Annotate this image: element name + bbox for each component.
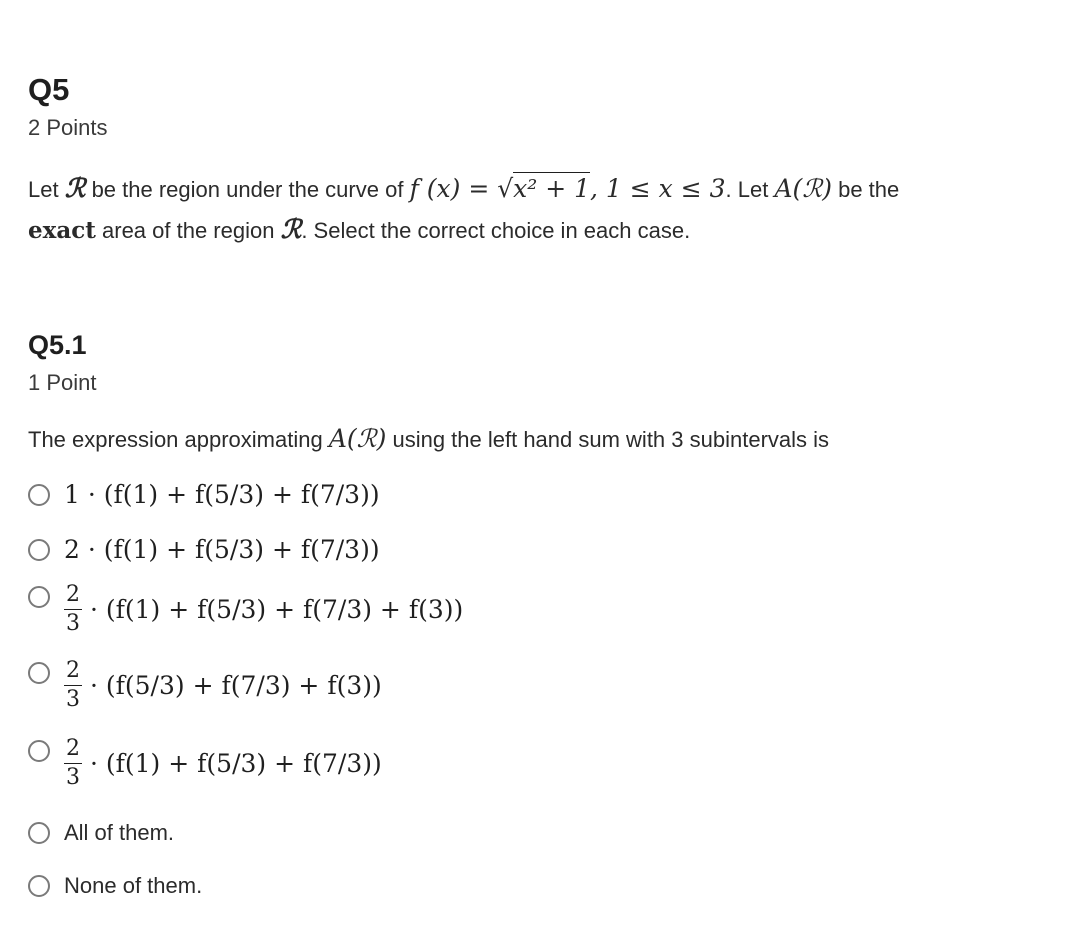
prompt-text: be the [831,177,900,202]
fraction [64,738,82,789]
radio-button[interactable] [28,740,50,762]
question-points: 2 Points [28,115,108,140]
option-math [64,584,463,635]
prompt-text: area of the region [95,218,281,243]
subquestion-prompt [28,424,829,453]
fraction-denominator: 3 [66,687,80,712]
fraction-numerator: 2 [64,584,82,610]
sqrt-symbol: √ [497,174,514,203]
question-title: Q5 [28,72,70,107]
prompt-text: Let [28,177,65,202]
subquestion-points: 1 Point [28,370,97,395]
option-label: None of them. [64,873,203,898]
answer-option-4[interactable] [28,660,382,711]
option-expression: 2 · (f(1) + f(5/3) + f(7/3)) [64,535,380,564]
function-expression: f (x) [409,174,461,203]
radio-button[interactable] [28,875,50,897]
fraction-denominator: 3 [66,611,80,636]
fraction-numerator: 2 [64,660,82,686]
answer-option-5[interactable] [28,738,382,789]
answer-option-6[interactable] [28,820,174,846]
prompt-text: The expression approximating [28,427,329,452]
exact-emphasis: exact [28,217,96,244]
answer-option-7[interactable] [28,873,202,899]
option-math [64,660,382,711]
question-prompt [28,168,1038,251]
option-label: All of them. [64,820,175,845]
prompt-text: using the left hand sum with 3 subintervals is [386,427,830,452]
prompt-text: be the region under the curve of [85,177,410,202]
answer-option-3[interactable] [28,584,463,635]
option-expression: · (f(5/3) + f(7/3) + f(3)) [90,671,382,700]
option-expression: · (f(1) + f(5/3) + f(7/3) + f(3)) [90,595,464,624]
fraction [64,584,82,635]
radio-button[interactable] [28,539,50,561]
fraction-numerator: 2 [64,738,82,764]
sqrt-radicand: x² + 1 [513,174,591,203]
answer-option-1[interactable] [28,480,380,509]
subquestion-title: Q5.1 [28,330,87,360]
prompt-text: . Let [725,177,775,202]
equals-sign: = [460,174,498,203]
radio-button[interactable] [28,822,50,844]
area-symbol: A(ℛ) [774,174,832,203]
radio-button[interactable] [28,484,50,506]
region-symbol: ℛ [64,174,86,204]
domain-condition: , 1 ≤ x ≤ 3 [590,174,726,203]
radio-button[interactable] [28,662,50,684]
fraction [64,660,82,711]
answer-option-2[interactable] [28,535,380,564]
prompt-text: . Select the correct choice in each case. [301,218,691,243]
radio-button[interactable] [28,586,50,608]
area-symbol: A(ℛ) [328,424,387,453]
option-expression: 1 · (f(1) + f(5/3) + f(7/3)) [64,480,380,509]
option-math [64,738,382,789]
option-expression: · (f(1) + f(5/3) + f(7/3)) [90,749,382,778]
fraction-denominator: 3 [66,765,80,790]
region-symbol: ℛ [280,215,302,245]
